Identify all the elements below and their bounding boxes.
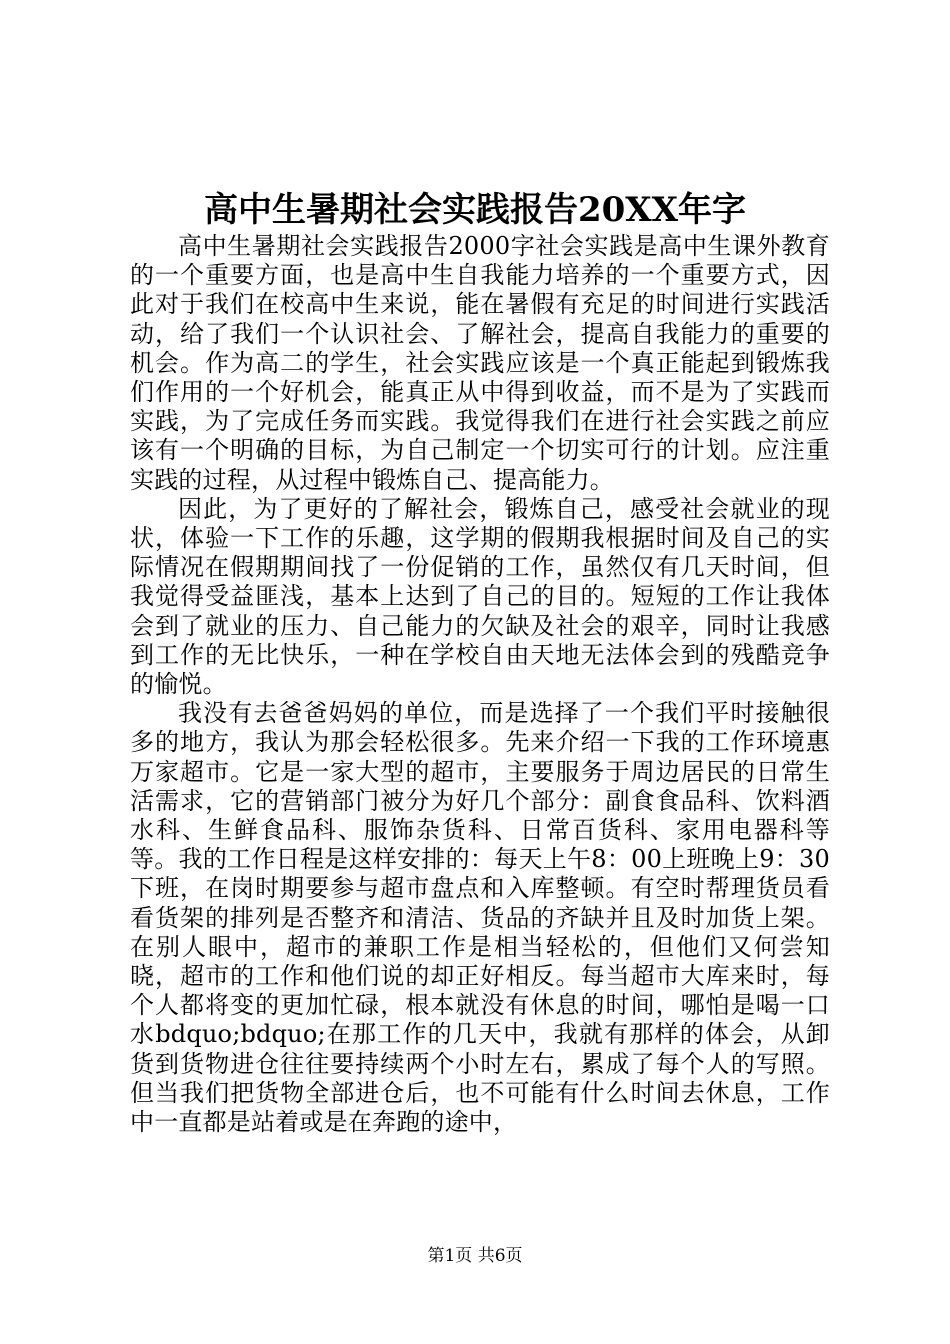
document-body: [130, 232, 830, 1137]
paragraph-3: 我没有去爸爸妈妈的单位，而是选择了一个我们平时接触很多的地方，我认为那会轻松很多。先来介绍一下我的工作环境惠万家超市。它是一家大型的超市，主要服务于周边居民的日常生活需求，它的营销部门被分为好几个部分：副食食品科、饮料酒水科、生鲜食品科、服饰杂货科、日常百货科、家用电器科等等。我的工作日程是这样安排的：每天上午8：00上班晚上9：30下班，在岗时期要参与超市盘点和入库整顿。有空时帮理货员看看货架的排列是否整齐和清洁、货品的齐缺并且及时加货上架。在别人眼中，超市的兼职工作是相当轻松的，但他们又何尝知晓，超市的工作和他们说的却正好相反。每当超市大库来时，每个人都将变的更加忙碌，根本就没有休息的时间，哪怕是喝一口水bdquo;bdquo;在那工作的几天中，我就有那样的体会，从卸货到货物进仓往往要持续两个小时左右，累成了每个人的写照。但当我们把货物全部进仓后，也不可能有什么时间去休息，工作中一直都是站着或是在奔跑的途中，: [130, 699, 830, 1137]
paragraph-1: 高中生暑期社会实践报告2000字社会实践是高中生课外教育的一个重要方面，也是高中生自我能力培养的一个重要方式，因此对于我们在校高中生来说，能在暑假有充足的时间进行实践活动，给了我们一个认识社会、了解社会，提高自我能力的重要的机会。作为高二的学生，社会实践应该是一个真正能起到锻炼我们作用的一个好机会，能真正从中得到收益，而不是为了实践而实践，为了完成任务而实践。我觉得我们在进行社会实践之前应该有一个明确的目标，为自己制定一个切实可行的计划。应注重实践的过程，从过程中锻炼自己、提高能力。: [130, 232, 830, 494]
document-title: 高中生暑期社会实践报告20XX年字: [203, 190, 747, 230]
page-number-footer: 第1页 共6页: [427, 1246, 523, 1266]
paragraph-2: 因此，为了更好的了解社会，锻炼自己，感受社会就业的现状，体验一下工作的乐趣，这学期的假期我根据时间及自己的实际情况在假期期间找了一份促销的工作，虽然仅有几天时间，但我觉得受益匪浅，基本上达到了自己的目的。短短的工作让我体会到了就业的压力、自己能力的欠缺及社会的艰辛，同时让我感到工作的无比快乐，一种在学校自由天地无法体会到的残酷竞争的愉悦。: [130, 494, 830, 699]
